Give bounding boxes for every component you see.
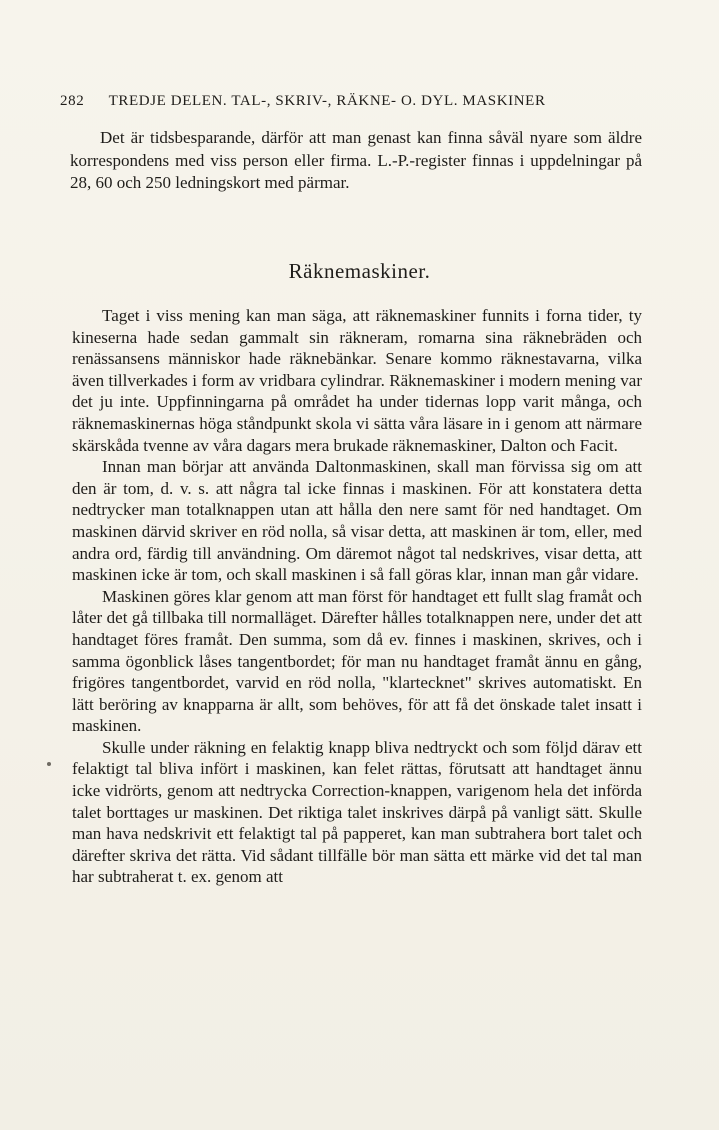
paragraph-correction: Skulle under räkning en felaktig knapp bliva nedtryckt och som följd därav ett felaktigt tal bliva infört i maskinen, kan felet rättas, förutsatt att handtaget ännu icke vidrörts, genom att nedtrycka Correction-knappen, varigenom hela det införda talet borttages ur maskinen. Det riktiga talet inskrives därpå på vanligt sätt. Skulle man hava nedskrivit ett felaktigt tal på papperet, kan man subtrahera bort talet och därefter skriva det rätta. Vid sådant tillfälle bör man sätta ett märke vid det tal man har subtraherat t. ex. genom att (72, 737, 642, 887)
paragraph-dalton-clear: Maskinen göres klar genom att man först för handtaget ett fullt slag framåt och låter det gå tillbaka till normalläget. Därefter hålles totalknappen nere, under det att handtaget föres framåt. Den summa, som då ev. finnes i maskinen, skrives, och i samma ögonblick låses tangentbordet; för man nu handtaget framåt ännu en gång, frigöres tangentbordet, varvid en röd nolla, "klartecknet" skrives automatiskt. En lätt beröring av knapparna är allt, som behöves, för att få det önskade talet insatt i maskinen. (72, 586, 642, 736)
intro-paragraph: Det är tidsbesparande, därför att man genast kan finna såväl nyare som äldre korrespondens med viss person eller firma. L.-P.-register finnas i uppdelningar på 28, 60 och 250 ledningskort med pärmar. (70, 128, 642, 192)
running-header (60, 93, 620, 113)
paragraph-dalton-check: Innan man börjar att använda Daltonmaskinen, skall man förvissa sig om att den är tom, d. v. s. att några tal icke finnas i maskinen. För att konstatera detta nedtrycker man totalknappen utan att hålla den nere samt för ned handtaget. Om maskinen därvid skriver en röd nolla, så visar detta, att maskinen är tom, eller, med andra ord, färdig till användning. Om däremot något tal nedskrives, visar detta, att maskinen icke är tom, och skall maskinen i så fall göras klar, innan man går vidare. (72, 457, 642, 585)
intro-text (70, 127, 642, 195)
running-title: TREDJE DELEN. TAL-, SKRIV-, RÄKNE- O. DYL. MASKINER (108, 93, 546, 109)
page-number: 282 (60, 93, 85, 109)
body-text (72, 305, 642, 888)
paragraph-history: Taget i viss mening kan man säga, att räknemaskiner funnits i forna tider, ty kineserna hade sedan gammalt sin räkneram, romarna sina räknebräden och renässansens människor hade räknebänkar. Senare kommo räknestavarna, vilka även tillverkades i form av vridbara cylindrar. Räknemaskiner i modern mening var det ju inte. Uppfinningarna på området ha under tidernas lopp varit många, och räknemaskinernas höga ståndpunkt skola vi sätta våra läsare in i genom att närmare skärskåda tvenne av våra dagars mera brukade räknemaskiner, Dalton och Facit. (72, 306, 642, 455)
margin-speck (47, 762, 51, 766)
section-title: Räknemaskiner. (288, 259, 431, 283)
